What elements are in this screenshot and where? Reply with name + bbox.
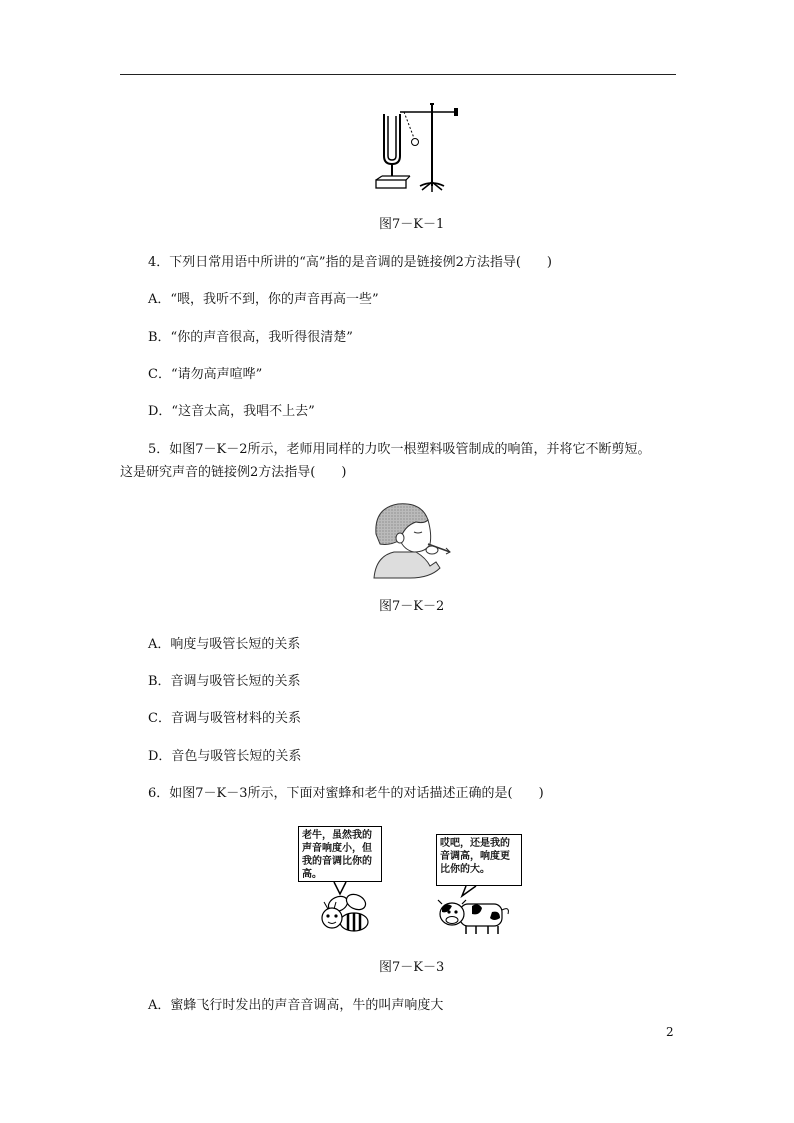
question-5-option-c: C．音调与吸管材料的关系: [148, 711, 301, 726]
question-4-option-c: C．“请勿高声喧哗”: [148, 367, 263, 382]
figure-2-caption: 图7－K－2: [379, 599, 445, 614]
bee-speech-text: 老牛，虽然我的声音响度小，但我的音调比你的高。: [302, 830, 372, 880]
page-number: 2: [666, 1025, 674, 1039]
figure-1-caption: 图7－K－1: [379, 217, 445, 232]
boy-blowing-straw-figure: [370, 500, 454, 580]
question-5-option-a: A．响度与吸管长短的关系: [148, 637, 301, 652]
cow-icon: [438, 900, 508, 934]
question-4-option-b: B．“你的声音很高，我听得很清楚”: [148, 330, 353, 345]
cow-speech-text: 哎吧，还是我的音调高，响度更比你的大。: [440, 838, 510, 875]
question-6-stem: 6．如图7－K－3所示，下面对蜜蜂和老牛的对话描述正确的是( ): [148, 786, 544, 801]
dialogue-illustration: [296, 822, 526, 944]
question-4-option-d: D．“这音太高，我唱不上去”: [148, 404, 315, 419]
tuning-fork-figure: [370, 100, 462, 196]
bee-cow-dialogue-figure: [296, 822, 526, 944]
question-5-stem-line-1: 5．如图7－K－2所示，老师用同样的力吹一根塑料吸管制成的响笛，并将它不断剪短。: [148, 442, 651, 457]
question-5-stem-line-2: 这是研究声音的链接例2方法指导( ): [120, 465, 347, 480]
question-5-option-d: D．音色与吸管长短的关系: [148, 749, 302, 764]
bee-icon: [322, 891, 368, 931]
figure-3-caption: 图7－K－3: [379, 960, 445, 975]
question-6-option-a: A．蜜蜂飞行时发出的声音音调高，牛的叫声响度大: [148, 998, 444, 1013]
question-4-option-a: A．“喂，我听不到，你的声音再高一些”: [148, 292, 379, 307]
question-5-option-b: B．音调与吸管长短的关系: [148, 674, 301, 689]
question-4-stem: 4．下列日常用语中所讲的“高”指的是音调的是链接例2方法指导( ): [148, 255, 552, 270]
header-rule: [120, 74, 676, 75]
